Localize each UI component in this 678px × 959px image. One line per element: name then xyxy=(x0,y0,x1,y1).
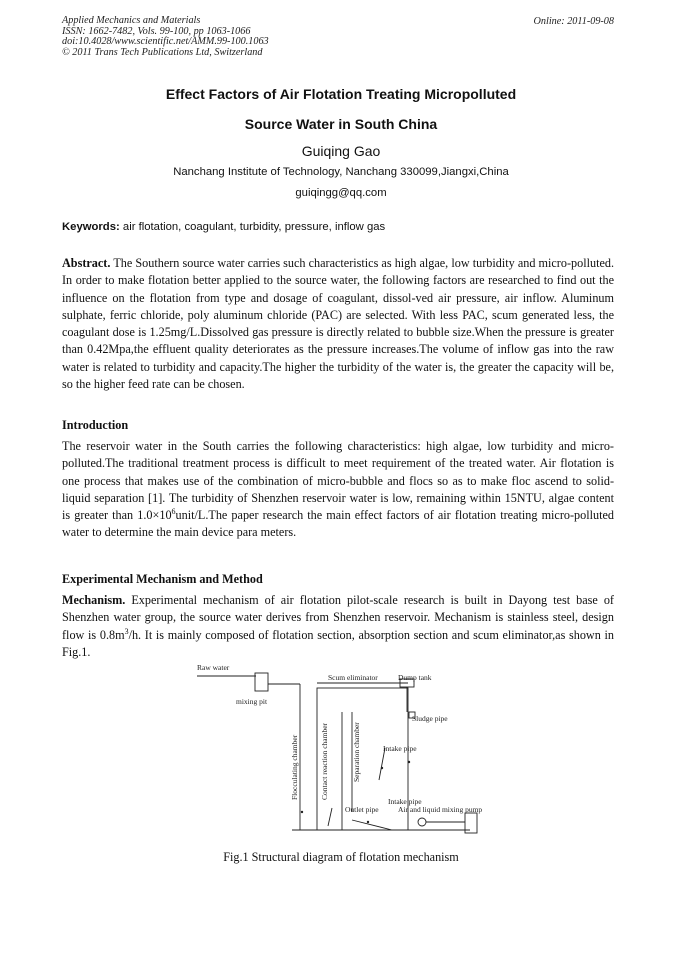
author-name: Guiqing Gao xyxy=(301,143,381,159)
mechanism-sup: 3 xyxy=(124,626,129,636)
valve-dot xyxy=(367,821,369,823)
abstract-text: The Southern source water carries such characteristics as high algae, low turbidity and micro-polluted. In order to make flotation better applied to the source water, the following factors are researched to find out the influence on the flotation from type and dosage of coagulant, dissol-ved air pressure, air inflow. Aluminum sulphate, ferric chloride, poly aluminum chloride (PAC) are selected. With less PAC, scum generated less, the coagulant dose is 1.25mg/L.Dissolved gas pressure is directly related to bubble size.When the pressure is greater than 0.42Mpa,the effluent quality deteriorates as the pressure increases.The volume of inflow gas into the raw water is related to turbidity and capacity.The higher the turbidity of the water is, the greater the capacity will be, so the higher feed rate can be chosen. xyxy=(62,256,615,392)
label-separation: Separation chamber xyxy=(352,722,361,782)
paper-title-line-1: Effect Factors of Air Flotation Treating Micropolluted xyxy=(165,86,517,102)
online-date: Online: 2011-09-08 xyxy=(533,16,614,27)
keywords-label: Keywords: xyxy=(62,221,120,233)
section-heading: Experimental Mechanism and Method xyxy=(62,572,263,586)
label-flocculating: Flocculating chamber xyxy=(290,734,299,800)
label-intake-pipe-2: Intake pipe xyxy=(388,797,422,806)
paper-title-line-2: Source Water in South China xyxy=(244,116,438,132)
label-intake-pipe-1: Intake pipe xyxy=(383,744,417,753)
outlet-pipe-line xyxy=(352,820,392,830)
pump-circle xyxy=(418,818,426,826)
journal-copyright: © 2011 Trans Tech Publications Ltd, Switzerland xyxy=(62,46,263,58)
author-affiliation: Nanchang Institute of Technology, Nanchang 330099,Jiangxi,China xyxy=(173,166,509,178)
label-dump-tank: Dump tank xyxy=(398,673,432,682)
label-scum-eliminator: Scum eliminator xyxy=(328,673,378,682)
label-pump: Air and liquid mixing pump xyxy=(398,805,483,814)
label-contact-reaction: Contact reaction chamber xyxy=(320,722,329,800)
mechanism-text-b: /h. It is mainly composed of flotation section, absorption section and scum eliminator,as shown in Fig.1. xyxy=(62,627,614,659)
label-mixing-pit: mixing pit xyxy=(236,697,268,706)
keywords-text: air flotation, coagulant, turbidity, pressure, inflow gas xyxy=(122,221,386,233)
feed-pipe xyxy=(328,808,332,826)
journal-doi: doi:10.4028/www.scientific.net/AMM.99-100.1063 xyxy=(62,36,269,48)
introduction-heading: Introduction xyxy=(62,418,129,432)
label-outlet-pipe: Outlet pipe xyxy=(345,805,379,814)
figure-caption: Fig.1 Structural diagram of flotation mechanism xyxy=(223,850,459,864)
introduction-text-b: unit/L.The paper research the main effect factors of air flotation treating micro-polluted water to determine the main device para meters. xyxy=(62,508,614,540)
mechanism-label: Mechanism. xyxy=(62,593,126,607)
valve-dot xyxy=(408,761,410,763)
mechanism-text-a: Experimental mechanism of air flotation pilot-scale research is built in Dayong test base of Shenzhen water group, the source water derives from Shenzhen reservoir. Mechanism is stainless steel, design flow is 0.8m xyxy=(62,593,614,642)
valve-dot xyxy=(381,767,383,769)
label-raw-water: Raw water xyxy=(197,663,230,672)
abstract-label: Abstract. xyxy=(62,256,111,270)
label-sludge-pipe: Sludge pipe xyxy=(412,714,448,723)
introduction-text-a: The reservoir water in the South carries the following characteristics: high algae, low turbidity and micro-polluted.The traditional treatment process is difficult to meet requirement of the treated water. Air flotation is one process that makes use of the combination of micro-bubble and flocs so as to make floc ascend to solid-liquid separation [1]. The turbidity of Shenzhen reservoir water is low, remaining within 15NTU, algae content is greater than 1.0×10 xyxy=(62,439,614,523)
introduction-sup: 6 xyxy=(171,507,176,517)
mixing-pit-box xyxy=(255,673,268,691)
journal-issn: ISSN: 1662-7482, Vols. 99-100, pp 1063-1066 xyxy=(62,25,251,37)
author-email: guiqingg@qq.com xyxy=(295,187,387,199)
valve-dot xyxy=(301,811,303,813)
journal-name: Applied Mechanics and Materials xyxy=(62,15,201,26)
